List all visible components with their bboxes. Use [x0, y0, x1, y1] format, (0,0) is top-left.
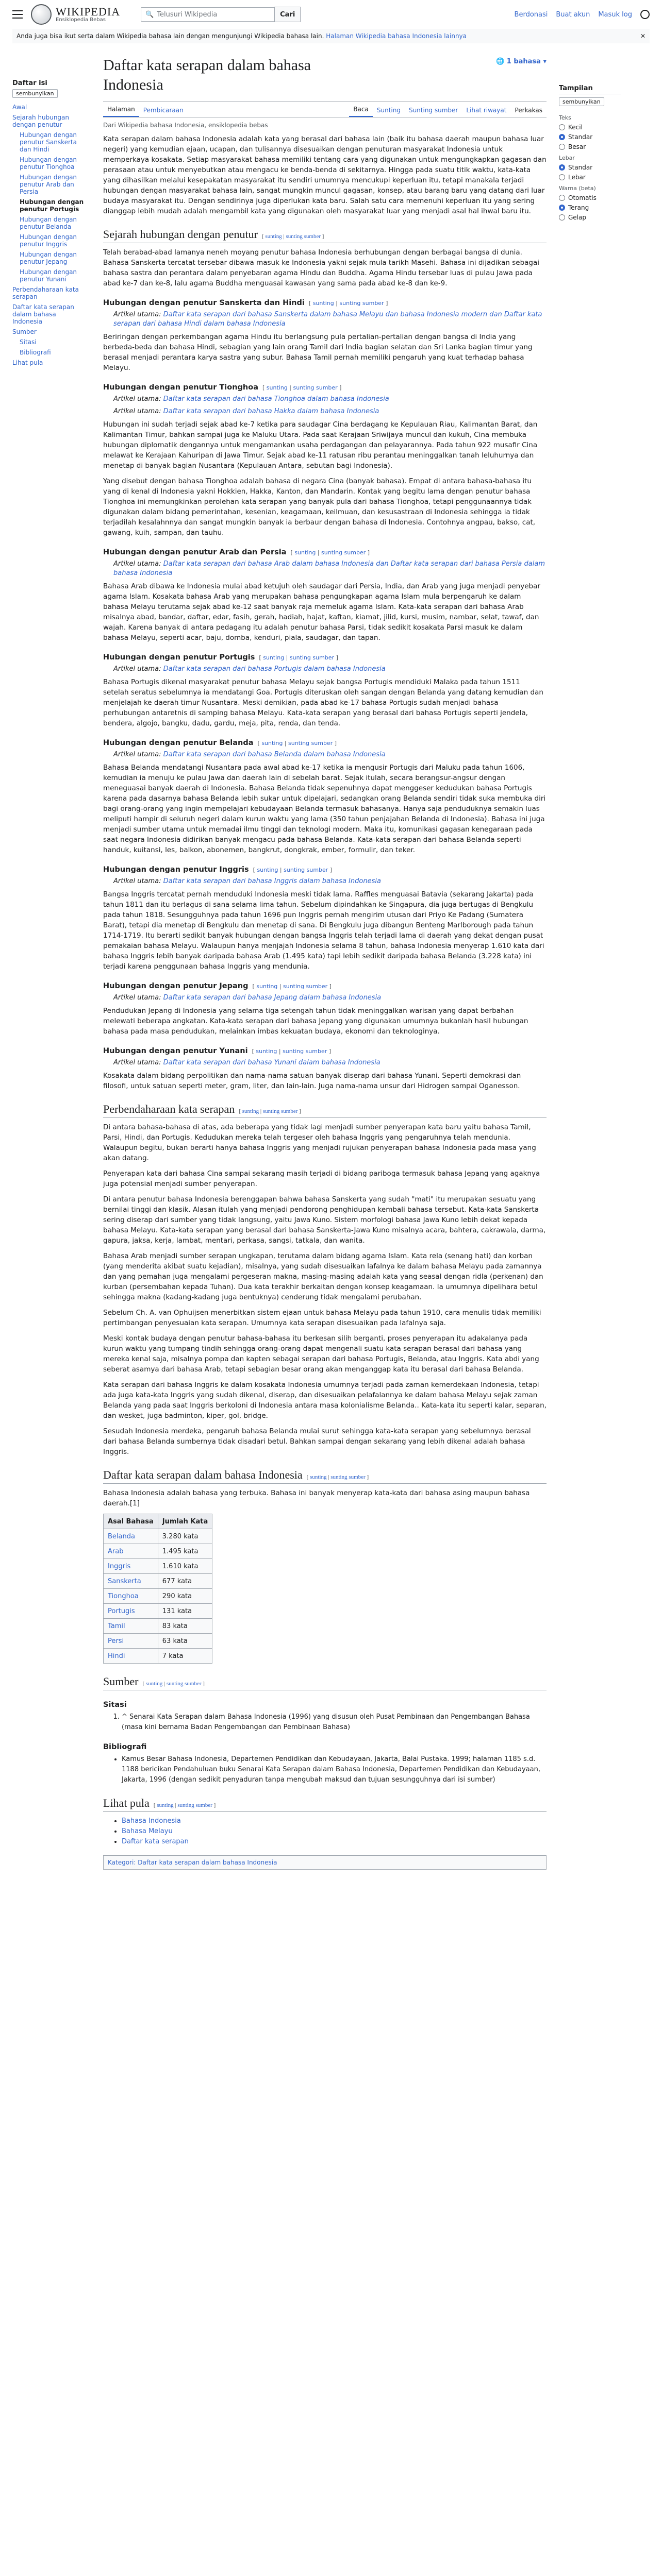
paragraph: Bahasa Indonesia adalah bahasa yang terbuka. Bahasa ini banyak menyerap kata-kata dari bahasa asing maupun bahasa daerah.[1] [103, 1489, 530, 1507]
hatnote: Artikel utama: Daftar kata serapan dari bahasa Inggris dalam bahasa Indonesia [113, 877, 381, 885]
edit-section-link[interactable]: [ sunting | sunting sumber ] [306, 1474, 369, 1480]
paragraph: Beriringan dengan perkembangan agama Hindu itu berlangsung pula pertalian-pertalian dengan bangsa di India yang berbeda-beda dan bahasa Hindi, sebagian yang lain orang Tamil dari India bagian selatan dan Sri Lanka bagian timur yang berasal menjadi perantara karya sastra yang subur. Bahasa Tamil pernah memiliki pengaruh yang kuat terhadap bahasa Melayu. [103, 333, 533, 372]
language-label: 1 bahasa [506, 58, 541, 65]
login-link[interactable]: Masuk log [598, 10, 632, 19]
hatnote: Artikel utama: Daftar kata serapan dari bahasa Sanskerta dalam bahasa Melayu dan bahasa Indonesia modern dan Daftar kata serapan dari bahasa Hindi dalam bahasa Indonesia [113, 311, 542, 328]
language-button[interactable]: 🌐 1 bahasa ▾ [496, 58, 547, 65]
word-count: 1.495 kata [158, 1544, 212, 1559]
paragraph: Penyerapan kata dari bahasa Cina sampai sekarang masih terjadi di bidang pariboga termasuk bahasa Jepang yang agaknya juga potensial menjadi sumber penyerapan. [103, 1170, 540, 1188]
main-menu-icon[interactable] [12, 10, 23, 19]
word-count: 7 kata [158, 1649, 212, 1664]
table-header: Jumlah Kata [158, 1514, 212, 1529]
heading-bibliografi: Bibliografi [103, 1743, 147, 1751]
site-logo[interactable] [31, 4, 120, 25]
create-account-link[interactable]: Buat akun [556, 10, 590, 19]
edit-section-link[interactable]: [ sunting | sunting sumber ] [239, 1108, 301, 1114]
page-layout [0, 43, 662, 1878]
toc-item[interactable]: Hubungan dengan penutur Inggris [20, 233, 77, 248]
paragraph: Pendudukan Jepang di Indonesia yang selama tiga setengah tahun tidak meninggalkan warisan yang dapat berbahan melewati beberapa angkatan. Kata-kata serapan dari bahasa Jepang yang digunakan umumnya bukanlah hasil hubungan bahasa pada masa pendudukan, melainkan imbas kekuatan budaya, ekonomi dan teknologinya. [103, 1007, 528, 1036]
toc-sidebar [12, 43, 85, 1878]
language-link[interactable]: Tamil [108, 1622, 125, 1630]
see-also-link[interactable]: Daftar kata serapan [122, 1838, 189, 1845]
search-icon: 🔍 [145, 10, 154, 19]
paragraph: Bahasa Belanda mendatangi Nusantara pada awal abad ke-17 ketika ia mengusir Portugis dari Maluku pada tahun 1606, kemudian ia menuju ke pulau Jawa dan daerah lain di sebelah barat. Sejak itulah, secara berangsur-angsur dengan meneguasai banyak daerah di Indonesia. Bahasa Belanda tidak sepenuhnya dapat menggeser kedudukan bahasa Portugis karena pada dasarnya bahasa Belanda lebih sukar untuk dipelajari, sedangkan orang Belanda sendiri tidak suka membuka diri bagi orang-orang yang ingin mempelajari kebudayaan Belanda termasuk bahasanya. Hanya saja penduduknya semakin luas meliputi hampir di seluruh negeri dalam kurun waktu yang lama (350 tahun penjajahan Belanda di Indonesia). Bahasa ini juga menjadi sumber utama untuk memadai ilmu tinggi dan teknologi modern. Maka itu, komunikasi gagasan kenegaraan pada saat negara Indonesia didirikan banyak mengacu pada bahasa Belanda. Kata-kata serapan dari bahasa Belanda seperti handuk, kuitansi, les, balkon, abonemen, bangkrut, dongkrak, ember, formulir, dan teker. [103, 764, 546, 854]
toc-item[interactable]: Sitasi [20, 338, 37, 346]
hatnote: Artikel utama: Daftar kata serapan dari bahasa Belanda dalam bahasa Indonesia [113, 751, 386, 758]
word-count: 677 kata [158, 1574, 212, 1589]
section-heading: Hubungan dengan penutur Arab dan Persia [ sunting | sunting sumber ] [103, 548, 370, 556]
main-article-link[interactable]: Daftar kata serapan dari bahasa Hakka dalam bahasa Indonesia [163, 408, 379, 415]
title-row [103, 43, 547, 101]
search-form [141, 7, 301, 22]
paragraph: Bangsa Inggris tercatat pernah menduduki Indonesia meski tidak lama. Raffles menguasai Batavia (sekarang Jakarta) pada tahun 1811 dan itu berlagus di sana selama lima tahun. Sebelum dipindahkan ke Singapura, dia juga bertugas di Bengkulu pada tahun 1818. Sesungguhnya pada tahun 1696 pun Inggris pernah mengirim utusan dari Priyo Ke Padang (Sumatera Barat), tetapi dia menetap di Bengkulu dan menetap di sana. Di Bengkulu juga dibangun Benteng Marlborough pada tahun 1714-1719. Itu berarti sedikit banyak hubungan dengan bangsa Inggris telah terjadi lama di daerah yang dekat dengan pusat pemakaian bahasa Melayu. Walaupun hanya menjajah Indonesia selama 8 tahun, bahasa Indonesia menyerap 1.610 kata dari bahasa Inggris lebih banyak daripada bahasa Arab (1.495 kata) tapi lebih sedikit daripada bahasa Belanda (3.228 kata) ini terjadi karena penggunaan bahasa Inggris yang mendunia. [103, 890, 544, 971]
tab-riwayat[interactable]: Lihat riwayat [466, 107, 507, 114]
edit-section-link[interactable]: [ sunting | sunting sumber ] [261, 233, 324, 240]
page-tabs [103, 101, 547, 117]
toc-item[interactable]: Hubungan dengan penutur Sanskerta dan Hindi [20, 131, 77, 153]
toc-title: Daftar isi [12, 79, 47, 87]
radio-text-large[interactable]: Besar [559, 143, 621, 150]
article-sections [103, 228, 547, 1664]
appearance-title: Tampilan [559, 84, 621, 94]
table-row [104, 1574, 212, 1589]
section-heading: Perbendaharaan kata serapan [ sunting | sunting sumber ] [103, 1103, 547, 1118]
paragraph: Yang disebut dengan bahasa Tionghoa adalah bahasa di negara Cina (banyak bahasa). Empat di antara bahasa-bahasa itu yang di kenal di Indonesia yakni Hokkien, Hakka, Kanton, dan Mandarin. Kontak yang begitu lama dengan penutur bahasa Tionghoa ini memungkinkan perolehan kata serapan yang banyak pula dari bahasa Tionghoa, tetapi penggunaannya tidak digunakan dalam bidang pemerintahan, kesenian, keagamaan, keilmuan, dan kesusastraan di Indonesia sehingga ia tidak terjadilah kesalahnnya dan sangat mungkin banyak ia berbaur dengan bahasa di Indonesia. Contohnya angpau, bakso, cat, gawang, kuih, sampan, dan tauhu. [103, 477, 536, 537]
radio-color-auto[interactable]: Otomatis [559, 194, 621, 201]
language-link[interactable]: Inggris [108, 1562, 131, 1570]
language-link[interactable]: Arab [108, 1547, 124, 1555]
toc-item[interactable]: Hubungan dengan penutur Portugis [20, 198, 84, 213]
toc-item[interactable]: Lihat pula [12, 359, 43, 366]
hatnote: Artikel utama: Daftar kata serapan dari bahasa Tionghoa dalam bahasa Indonesia [113, 395, 389, 403]
main-article-link[interactable]: Daftar kata serapan dari bahasa Tionghoa dalam bahasa Indonesia [163, 395, 389, 403]
color-label: Warna (beta) [559, 185, 596, 192]
category-box [103, 1855, 547, 1870]
toc-item[interactable]: Daftar kata serapan dalam bahasa Indonesia [12, 303, 74, 325]
toc-item[interactable]: Hubungan dengan penutur Jepang [20, 251, 77, 265]
section-heading: Daftar kata serapan dalam bahasa Indonesia [ sunting | sunting sumber ] [103, 1468, 547, 1484]
table-row [104, 1559, 212, 1574]
radio-text-standard[interactable]: Standar [559, 133, 621, 141]
section-heading: Hubungan dengan penutur Yunani [ sunting | sunting sumber ] [103, 1047, 332, 1055]
table-row [104, 1604, 212, 1619]
see-also-list [113, 1816, 547, 1847]
hatnote: Artikel utama: Daftar kata serapan dari bahasa Hakka dalam bahasa Indonesia [113, 408, 379, 415]
section-heading: Hubungan dengan penutur Portugis [ sunting | sunting sumber ] [103, 653, 338, 662]
word-count: 290 kata [158, 1589, 212, 1604]
language-link[interactable]: Belanda [108, 1532, 135, 1540]
category-label[interactable]: Kategori: [108, 1859, 136, 1866]
search-placeholder: Telusuri Wikipedia [157, 10, 218, 19]
radio-color-dark[interactable]: Gelap [559, 214, 621, 221]
heading-sumber: Sumber [ sunting | sunting sumber ] [103, 1675, 547, 1690]
table-row [104, 1649, 212, 1664]
edit-section-link[interactable]: [ sunting | sunting sumber ] [253, 867, 333, 873]
toc-item[interactable]: Hubungan dengan penutur Belanda [20, 216, 77, 230]
hatnote: Artikel utama: Daftar kata serapan dari bahasa Yunani dalam bahasa Indonesia [113, 1059, 380, 1066]
wikipedia-globe-icon [31, 4, 52, 25]
toc-item[interactable]: Sumber [12, 328, 37, 335]
paragraph: Telah berabad-abad lamanya neneh moyang penutur bahasa Indonesia berhubungan dengan berbagai bangsa di dunia. Bahasa Sanskerta tercatat tersebar dibawa masuk ke Indonesia yakni sejak mula tarikh Masehi. Bahasa ini dijadikan sebagai bahasa sastra dan perantara dalam penyebaran agama Hindu dan Buddha. Agama Hindu tersebar luas di pulau Jawa pada abad ke-7 dan ke-8, lalu agama Buddha menguasai kawasan yang sama pada abad ke-8 dan ke-9. [103, 248, 540, 287]
notice-link[interactable]: Halaman Wikipedia bahasa Indonesia lainnya [326, 32, 467, 40]
radio-text-small[interactable]: Kecil [559, 124, 621, 131]
edit-section-link[interactable]: [ sunting | sunting sumber ] [252, 1048, 332, 1055]
hatnote: Artikel utama: Daftar kata serapan dari bahasa Portugis dalam bahasa Indonesia [113, 665, 386, 673]
word-count: 3.280 kata [158, 1529, 212, 1544]
toc-item[interactable]: Awal [12, 104, 27, 111]
edit-section-link[interactable]: [ sunting | sunting sumber ] [257, 740, 337, 747]
toc-item[interactable]: Hubungan dengan penutur Yunani [20, 268, 77, 283]
site-header [0, 0, 662, 29]
translate-icon: 🌐 [496, 58, 507, 65]
width-label: Lebar [559, 155, 575, 161]
table-row [104, 1529, 212, 1544]
appearance-hide-button[interactable]: sembunyikan [559, 97, 604, 106]
main-content [103, 43, 547, 1878]
bibliography-list [113, 1754, 547, 1785]
user-menu-icon[interactable] [640, 10, 650, 19]
page-title: Daftar kata serapan dalam bahasa Indonesia [103, 57, 311, 93]
toc-item[interactable]: Bibliografi [20, 349, 51, 356]
paragraph: Di antara penutur bahasa Indonesia berenggapan bahwa bahasa Sanskerta yang sudah "mati" itu merupakan sesuatu yang bernilai tinggi dan klasik. Alasan itulah yang menjadi pendorong penghidupan kembali bahasa tersebut. Kata-kata Sanskerta sering diserap dari sumber yang tidak langsung, yaitu Jawa Kuno. Sistem morfologi bahasa Jawa Kuno lebih dekat kepada bahasa Melayu. Kata-kata serapan yang berasal dari bahasa Sanskerta-Jawa Kuno misalnya acara, bahtera, cakrawala, darma, gapura, jaksa, kerja, lambat, mentari, perkasa, sangsi, tatkala, dan wanita. [103, 1195, 546, 1245]
language-link[interactable]: Persi [108, 1637, 124, 1645]
toc-item[interactable]: Sejarah hubungan dengan penutur [12, 114, 70, 128]
heading-lihat-pula: Lihat pula [ sunting | sunting sumber ] [103, 1797, 547, 1812]
category-link[interactable]: Daftar kata serapan dalam bahasa Indonesia [138, 1859, 277, 1866]
radio-width-wide[interactable]: Lebar [559, 174, 621, 181]
table-header: Asal Bahasa [104, 1514, 158, 1529]
close-icon[interactable]: ✕ [640, 32, 646, 40]
section-heading: Hubungan dengan penutur Belanda [ sunting | sunting sumber ] [103, 739, 337, 747]
language-link[interactable]: Tionghoa [108, 1592, 139, 1600]
main-article-link[interactable]: Daftar kata serapan dari bahasa Inggris dalam bahasa Indonesia [163, 877, 381, 885]
toc-item[interactable]: Hubungan dengan penutur Tionghoa [20, 156, 77, 171]
language-link[interactable]: Sanskerta [108, 1577, 141, 1585]
appearance-panel [559, 43, 621, 1878]
section-heading: Hubungan dengan penutur Sanskerta dan Hindi [ sunting | sunting sumber ] [103, 299, 388, 307]
toc-list [12, 102, 85, 368]
site-sub: Dari Wikipedia bahasa Indonesia, ensiklopedia bebas [103, 122, 268, 129]
word-count: 1.610 kata [158, 1559, 212, 1574]
table-row [104, 1634, 212, 1649]
edit-section-link[interactable]: [ sunting | sunting sumber ] [262, 384, 342, 391]
toc-hide-button[interactable]: sembunyikan [12, 89, 58, 98]
paragraph: Hubungan ini sudah terjadi sejak abad ke-7 ketika para saudagar Cina berdagang ke Kepulauan Riau, Kalimantan Barat, dan Kalimantan Timur, bahkan sampai juga ke Maluku Utara. Pada saat Kerajaan Sriwijaya muncul dan kukuh, Cina membuka hubungan diplomatik dengannya untuk mengamankan usaha perdagangan dan pelayarannya. Pada tahun 922 musafir Cina melawat ke Kerajaan Kahuripan di Jawa Timur. Sejak abad ke-11 ratusan ribu perantau meninggalkan tanah leluhurnya dan menetap di banyak bagian Nusantara (Kepulauan Antara, sebutan bagi Indonesia). [103, 420, 538, 470]
toc-item[interactable]: Hubungan dengan penutur Arab dan Persia [20, 174, 77, 195]
main-article-link[interactable]: Daftar kata serapan dari bahasa Arab dalam bahasa Indonesia dan Daftar kata serapan dari bahasa Persia dalam bahasa Indonesia [113, 560, 545, 577]
paragraph: Kosakata dalam bidang perpolitikan dan nama-nama satuan banyak diserap dari bahasa Yunani. Seperti demokrasi dan filosofi, untuk satuan seperti meter, gram, liter, dan lain-lain. Juga nama-nama unsur dari Hidrogen sampai Oganesson. [103, 1072, 521, 1090]
hatnote: Artikel utama: Daftar kata serapan dari bahasa Jepang dalam bahasa Indonesia [113, 994, 382, 1002]
site-notice [12, 29, 650, 43]
edit-section-link[interactable]: [ sunting | sunting sumber ] [259, 654, 338, 661]
heading-sitasi: Sitasi [103, 1701, 127, 1709]
edit-section-link[interactable]: [ sunting | sunting sumber ] [308, 300, 388, 307]
word-count: 63 kata [158, 1634, 212, 1649]
see-also-link[interactable]: Bahasa Indonesia [122, 1817, 181, 1825]
paragraph: Meski kontak budaya dengan penutur bahasa-bahasa itu berkesan silih berganti, proses penyerapan itu adakalanya pada kurun waktu yang tumpang tindih sehingga orang-orang dapat mengenali suatu kata serapan berasal dari bahasa yang mereka kenal saja, misalnya pompa dan kapten sebagai serapan dari bahasa Portugis, Belanda, atau Inggris. Kata abdi yang seberat asamya dari bahasa Arab, tetapi sebagian besar orang akan menganggap kata itu berasal dari bahasa Belanda. [103, 1334, 539, 1374]
tagline: Ensiklopedia Bebas [56, 16, 106, 23]
toc-item[interactable]: Perbendaharaan kata serapan [12, 286, 79, 300]
main-article-link[interactable]: Daftar kata serapan dari bahasa Jepang dalam bahasa Indonesia [163, 994, 382, 1002]
radio-width-standard[interactable]: Standar [559, 164, 621, 171]
word-count: 131 kata [158, 1604, 212, 1619]
paragraph: Sebelum Ch. A. van Ophuijsen menerbitkan sistem ejaan untuk bahasa Melayu pada tahun 1910, cara menulis tidak memiliki pertimbangan penyesuaian kata serapan. Umumnya kata serapan disesuaikan pada lafalnya saja. [103, 1309, 541, 1327]
paragraph: Bahasa Portugis dikenal masyarakat penutur bahasa Melayu sejak bangsa Portugis mendiduki Malaka pada tahun 1511 setelah seratus sebelumnya ia mendatangi Goa. Portugis diteruskan oleh sangan dengan Belanda yang datang kemudian dan menjelajah ke daerah timur Nusantara. Meski demikian, pada abad ke-17 bahasa Portugis sudah menjadi bahasa perhubungan antaretnis di samping bahasa Melayu. Kata-kata serapan yang berasal dari bahasa Portugis seperti jendela, bendera, algojo, bangku, dadu, gardu, meja, pita, renda, dan tenda. [103, 678, 543, 727]
section-heading: Sejarah hubungan dengan penutur [ sunting | sunting sumber ] [103, 228, 547, 243]
references-list [113, 1712, 547, 1733]
word-count: 83 kata [158, 1619, 212, 1634]
main-article-link[interactable]: Daftar kata serapan dari bahasa Belanda dalam bahasa Indonesia [163, 751, 386, 758]
user-links [515, 10, 650, 19]
language-link[interactable]: Hindi [108, 1652, 125, 1660]
paragraph: Kata serapan dari bahasa Inggris ke dalam kosakata Indonesia umumnya terjadi pada zaman kemerdekaan Indonesia, tetapi ada juga kata-kata Inggris yang sudah dikenal, diserap, dan disesuaikan pelafalannya ke dalam bahasa Melayu sejak zaman Belanda yang pada saat Inggris berkoloni di Indonesia antara masa kolonialisme Belanda.. Kata-kata itu seperti kalar, separan, dan wesket, juga badminton, kiper, gol, bridge. [103, 1381, 547, 1420]
tab-baca[interactable]: Baca [349, 106, 373, 117]
notice-text: Anda juga bisa ikut serta dalam Wikipedia bahasa lain dengan mengunjungi Wikipedia bahasa lain. [16, 32, 324, 40]
wordmark: WIKIPEDIA [56, 5, 121, 18]
language-link[interactable]: Portugis [108, 1607, 135, 1615]
see-also-link[interactable]: Bahasa Melayu [122, 1827, 173, 1835]
radio-color-light[interactable]: Terang [559, 204, 621, 211]
main-article-link[interactable]: Daftar kata serapan dari bahasa Sanskerta dalam bahasa Melayu dan bahasa Indonesia modern dan Daftar kata serapan dari bahasa Hindi dalam bahasa Indonesia [113, 311, 542, 328]
text-size-label: Teks [559, 114, 571, 121]
intro-paragraph: Kata serapan dalam bahasa Indonesia adalah kata yang berasal dari bahasa lain (baik itu bahasa daerah maupun bahasa luar negeri) yang kemudian ejaan, ucapan, dan tulisannya disesuaikan dengan penuturan masyarakat Indonesia untuk memperkaya kosakata. Setiap masyarakat bahasa memiliki tentang cara yang digunakan untuk mengungkapkan gagasan dan perasaan atau untuk menyebutkan atau mengacu ke benda-benda di sekitarnya. Hingga pada suatu titik waktu, kata-kata yang dihasilkan melalui kesepakatan masyarakat itu sendiri umumnya mencukupi keperluan itu, tetapi manakala terjadi hubungan dengan masyarakat bahasa lain, sangat mungkin muncul gagasan, konsep, atau barang baru yang datang dari luar budaya masyarakat itu. Dengan sendirinya juga diperlukan kata baru. Salah satu cara memenuhi keperluan itu yang sering dianggap lebih mudah adalah mengambil kata yang digunakan oleh masyarakat luar yang menjadi asal hal ihwal baru itu. [103, 135, 547, 215]
edit-section-link[interactable]: [ sunting | sunting sumber ] [290, 549, 370, 556]
search-input[interactable] [141, 7, 275, 22]
bibliography-item: • Kamus Besar Bahasa Indonesia, Departemen Pendidikan dan Kebudayaan, Jakarta, Balai Pustaka. 1999; halaman 1185 s.d. 1188 bericikan Pendahuluan buku Senarai Kata Serapan dalam Bahasa Indonesia, Departemen Pendidikan dan Kebudayaan, Jakarta, 1996 (dengan sedikit penyaduran tanpa mengubah maksud dan tujuan sesungguhnya dari isi sumber) [122, 1754, 547, 1785]
main-article-link[interactable]: Daftar kata serapan dari bahasa Yunani dalam bahasa Indonesia [163, 1059, 380, 1066]
tab-perkakas[interactable]: Perkakas [515, 107, 542, 114]
paragraph: Sesudah Indonesia merdeka, pengaruh bahasa Belanda mulai surut sehingga kata-kata serapan yang sebelumnya berasal dari bahasa Belanda sumbernya tidak disadari betul. Bahkan sampai dengan sekarang yang lebih dikenal adalah bahasa Inggris. [103, 1427, 531, 1456]
table-row [104, 1589, 212, 1604]
paragraph: Bahasa Arab dibawa ke Indonesia mulai abad ketujuh oleh saudagar dari Persia, India, dan Arab yang juga menjadi penyebar agama Islam. Kosakata bahasa Arab yang merupakan bahasa pengungkapan agama Islam mula berpengaruh ke dalam bahasa Melayu terutama sejak abad ke-12 saat banyak raja memeluk agama Islam. Kata-kata serapan dari bahasa Arab misalnya abad, bandar, daftar, edar, fasih, gerah, hadiah, hajat, kaftan, kiamat, jilid, kursi, musim, nambar, selat, tawaf, dan wajah. Karena banyak di antara pedagang itu adalah penutur bahasa Parsi, tidak sedikit kosakata Parsi masuk ke dalam bahasa Melayu, seperti acar, baju, domba, kenduri, piala, saudagar, dan tapan. [103, 582, 540, 642]
table-row [104, 1544, 212, 1559]
paragraph: Di antara bahasa-bahasa di atas, ada beberapa yang tidak lagi menjadi sumber penyerapan kata baru yaitu bahasa Tamil, Parsi, Hindi, dan Portugis. Kedudukan mereka telah tergeser oleh bahasa Inggris yang pengaruhnya telah mendunia. Walaupun begitu, bukan berarti hanya bahasa Inggris yang menjadi rujukan penyerapan bahasa Indonesia pada masa yang akan datang. [103, 1123, 536, 1162]
donate-link[interactable]: Berdonasi [514, 10, 548, 19]
section-heading: Hubungan dengan penutur Jepang [ sunting | sunting sumber ] [103, 982, 332, 990]
section-heading: Hubungan dengan penutur Inggris [ sunting | sunting sumber ] [103, 866, 333, 874]
tab-sunting-sumber[interactable]: Sunting sumber [408, 107, 458, 114]
tab-pembicaraan[interactable]: Pembicaraan [143, 107, 184, 114]
section-heading: Hubungan dengan penutur Tionghoa [ sunting | sunting sumber ] [103, 383, 342, 392]
table-row [104, 1619, 212, 1634]
paragraph: Bahasa Arab menjadi sumber serapan ungkapan, terutama dalam bidang agama Islam. Kata rela (senang hati) dan korban (yang menderita akibat suatu kejadian), misalnya, yang sudah disesuaikan lafalnya ke dalam bahasa Melayu pada zamannya dan yang pemahan juga mengalami pergeseran makna, masing-masing adalah kata yang seasal dengan ridla (perkenan) dan kurban (persembahan kepada Tuhan). Dua kata terakhir berkaitan dengan konsep keagamaan. Ia umumnya dipelihara betul sehingga makna (kadang-kadang juga bentuknya) cenderung tidak mengalami perubahan. [103, 1252, 543, 1301]
tab-sunting[interactable]: Sunting [376, 107, 401, 114]
search-button[interactable]: Cari [274, 7, 301, 22]
edit-section-link[interactable]: [ sunting | sunting sumber ] [252, 983, 332, 990]
loanword-table [103, 1514, 212, 1664]
main-article-link[interactable]: Daftar kata serapan dari bahasa Portugis dalam bahasa Indonesia [163, 665, 386, 673]
hatnote: Artikel utama: Daftar kata serapan dari bahasa Arab dalam bahasa Indonesia dan Daftar kata serapan dari bahasa Persia dalam bahasa Indonesia [113, 560, 545, 577]
reference-item: 1. ^ Senarai Kata Serapan dalam Bahasa Indonesia (1996) yang disusun oleh Pusat Pembinaan dan Pengembangan Bahasa (masa kini bernama Badan Pengembangan dan Pembinaan Bahasa) [122, 1712, 547, 1733]
tab-halaman[interactable]: Halaman [103, 106, 139, 117]
